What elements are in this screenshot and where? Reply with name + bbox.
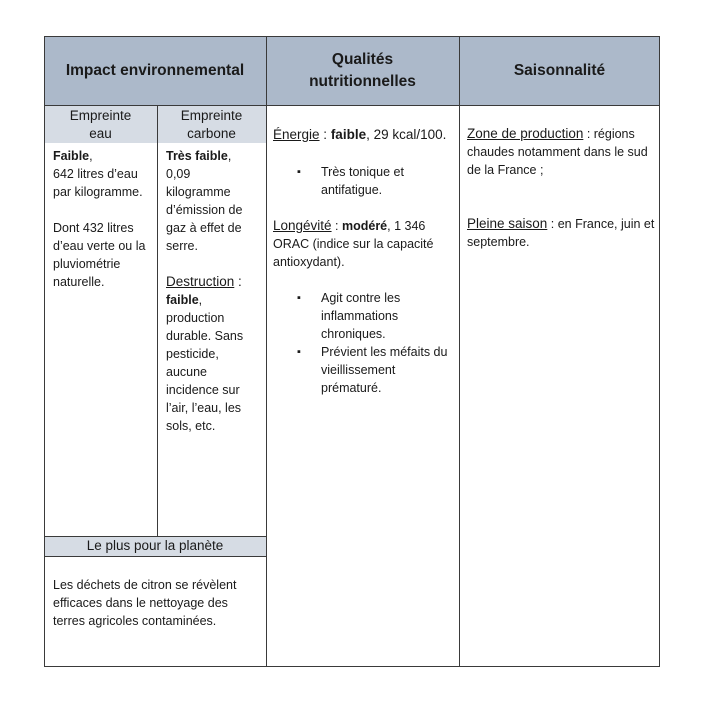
- subcol-divider: [157, 105, 158, 536]
- pleine-saison-label: Pleine saison: [467, 216, 548, 231]
- energie-value: , 29 kcal/100.: [366, 127, 447, 142]
- longevite-sep: :: [331, 219, 342, 233]
- header-impact: [44, 36, 266, 105]
- plus-planete-text: Les déchets de citron se révèlent efficaces dans le nettoyage des terres agricoles contaminées.: [53, 578, 237, 628]
- carbone-desc: 0,09 kilogramme d’émission de gaz à effet de serre.: [166, 167, 243, 253]
- longevite-level: modéré: [341, 219, 388, 233]
- empreinte-eau-cell: [53, 147, 155, 291]
- destruction-label: Destruction: [166, 274, 235, 289]
- border-right: [659, 36, 660, 667]
- plus-planete-cell: [53, 576, 258, 630]
- subheader-empreinte-carbone: [157, 105, 266, 143]
- food-info-table: [44, 36, 660, 667]
- border-top: [44, 36, 660, 37]
- energie-bullet-item: ▪ Très tonique et antifatigue.: [273, 163, 455, 199]
- carbone-level: Très faible: [166, 149, 228, 163]
- eau-level: Faible: [53, 149, 90, 163]
- destruction-suffix: ,: [198, 293, 203, 307]
- saison-cell: [467, 125, 656, 251]
- longevite-bullet-item: ▪ Prévient les méfaits du vieillissement prématuré.: [273, 343, 455, 397]
- col-divider-1: [266, 36, 267, 667]
- header-saison-text: Saisonnalité: [513, 61, 606, 79]
- qualites-cell: [273, 125, 455, 397]
- pleine-saison-sep: :: [547, 217, 558, 231]
- destruction-level: faible: [166, 293, 199, 307]
- subheader-plus-planete: [44, 536, 266, 556]
- longevite-bullet-item: ▪ Agit contre les inflammations chroniques.: [273, 289, 455, 343]
- eau-level-suffix: ,: [89, 149, 93, 163]
- energie-bullets: [273, 163, 455, 199]
- subheader-empreinte-eau: [44, 105, 157, 143]
- header-divider: [44, 105, 660, 106]
- eau-desc: 642 litres d’eau par kilogramme.: [53, 167, 143, 199]
- longevite-bullets: [273, 289, 455, 397]
- longevite-value: , 1 346 ORAC (indice sur la capacité antioxydant).: [273, 219, 434, 269]
- zone-label: Zone de production: [467, 126, 584, 141]
- header-saison: [459, 36, 660, 105]
- eau-detail: Dont 432 litres d’eau verte ou la pluviométrie naturelle.: [53, 221, 146, 289]
- carbone-level-suffix: ,: [227, 149, 232, 163]
- plus-bottom-divider: [44, 556, 266, 557]
- destruction-desc: production durable. Sans pesticide, aucune incidence sur l’air, l’eau, les sols, etc.: [166, 311, 244, 433]
- border-bottom: [44, 666, 660, 667]
- zone-value: régions chaudes notamment dans le sud de la France ;: [467, 127, 648, 177]
- plus-top-divider: [44, 536, 266, 537]
- longevite-label: Longévité: [273, 218, 332, 233]
- zone-sep: :: [583, 127, 594, 141]
- destruction-sep: :: [234, 274, 242, 289]
- pleine-saison-value: en France, juin et septembre.: [467, 217, 655, 249]
- subheader-empreinte-carbone-text: Empreinte carbone: [180, 108, 243, 141]
- plus-planete-title: Le plus pour la planète: [86, 538, 224, 553]
- header-impact-text: Impact environnemental: [65, 61, 245, 79]
- border-left: [44, 36, 45, 667]
- energie-level: faible: [330, 127, 367, 142]
- subheader-empreinte-eau-text: Empreinte eau: [69, 108, 132, 141]
- col-divider-2: [459, 36, 460, 667]
- empreinte-carbone-cell: [166, 147, 258, 435]
- header-qualites-text: Qualités nutritionnelles: [309, 50, 416, 90]
- energie-label: Énergie: [273, 127, 320, 142]
- header-qualites: [266, 36, 459, 105]
- energie-sep: :: [319, 127, 331, 142]
